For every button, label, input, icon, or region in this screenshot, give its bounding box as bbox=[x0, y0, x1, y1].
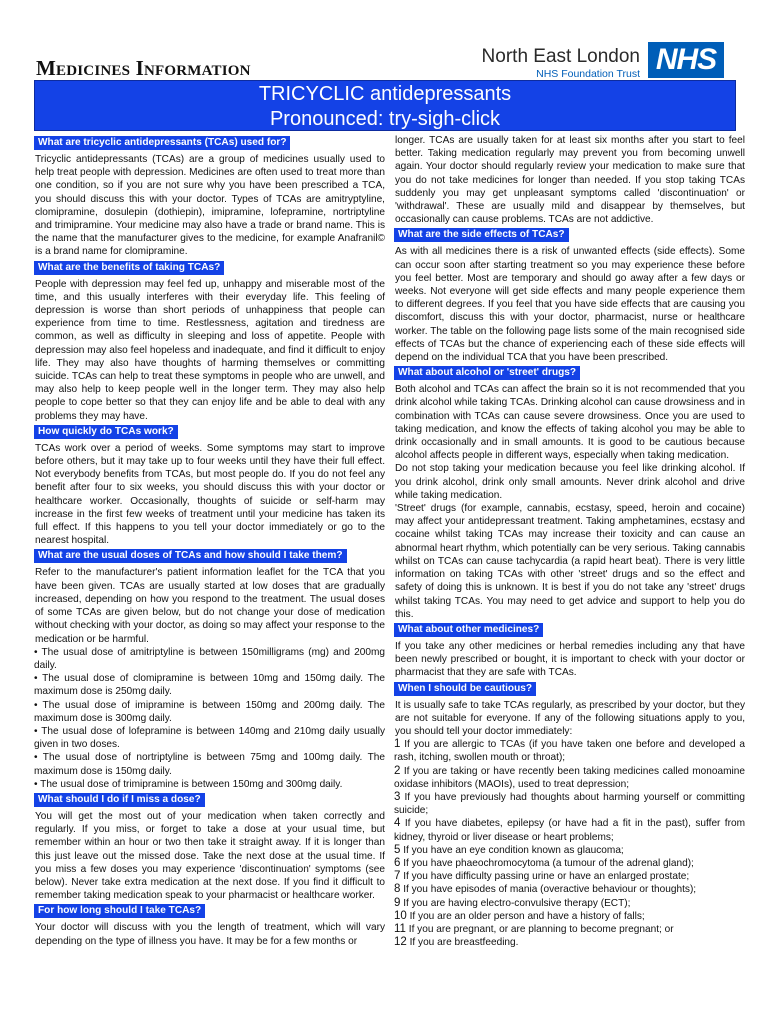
section-text-duration-continued: longer. TCAs are usually taken for at least six months after you start to feel better. Taking medication regularly may prevent you from becoming unwell again. Your doctor should regularly review your medication to make sure that you do not take medicines for longer than needed. If you stop taking TCAs suddenly you may get unpleasant symptoms called 'discontinuation' or 'withdrawal'. These are usually mild and disappear by themselves, but occasionally can cause problems. TCAs are not addictive. bbox=[395, 135, 745, 226]
caution-number: 6 bbox=[394, 856, 401, 869]
section-heading-cautions: When I should be cautious? bbox=[394, 682, 536, 696]
title-banner bbox=[34, 80, 736, 131]
banner-title: TRICYCLIC antidepressants bbox=[258, 83, 512, 105]
section-text-alcohol: Both alcohol and TCAs can affect the brain so it is not recommended that you drink alcohol while taking TCAs. Drinking alcohol can cause drowsiness and in combination with TCAs can cause severe drowsiness. Once you are used to taking medication, and know the effects of taking alcohol you may be able to drink occasionally and in small amounts. It is good to be cautious because alcohol affects people in different ways, especially when taking medication. bbox=[395, 384, 745, 462]
caution-item bbox=[394, 897, 745, 910]
caution-number: 7 bbox=[394, 870, 401, 883]
section-text-street-drugs: 'Street' drugs (for example, cannabis, ecstasy, speed, heroin and cocaine) may affect your antidepressant treatment. Taking amphetamines, ecstasy and cocaine whilst taking TCAs may increase their toxicity and can cause an abnormal heart rhythm, which potentially can be very serious. Taking cannabis whilst on TCAs can cause tachycardia (a rapid heart beat). There is very little information on taking TCAs with other 'street' drugs and so the effect and safety of doing this is unknown. It is best if you do not take any 'street' drugs whilst taking TCAs. You may need to get advice and support to help you do this. bbox=[395, 503, 745, 620]
dose-item: • The usual dose of nortriptyline is between 75mg and 100mg daily. The maximum dose is 150mg daily. bbox=[34, 752, 385, 777]
section-text-cautions: It is usually safe to take TCAs regularly, as prescribed by your doctor, but they are not suitable for everyone. If any of the following situations apply to you, you should tell your doctor immediately: bbox=[395, 699, 745, 737]
banner-pronunciation: Pronounced: try-sigh-click bbox=[269, 108, 501, 130]
caution-item bbox=[394, 870, 745, 883]
dose-item: • The usual dose of lofepramine is between 140mg and 210mg daily usually given in two doses. bbox=[34, 725, 385, 751]
caution-number: 4 bbox=[394, 817, 401, 830]
section-text-uses: Tricyclic antidepressants (TCAs) are a group of medicines usually used to help treat people with depression. Medicines are often used to treat more than one condition, so if you are not sure why you have been prescribed a TCA, you should discuss this with your doctor. Types of TCAs are amitryptyline, clomipramine, dosulepin (dothiepin), imipramine, lofepramine, nortriptyline and trimipramine. Your medicine may also have a trade or brand name. This is the name that the manufacturer gives to the medicine, for example Anafranil© is a brand name for clomipramine. bbox=[35, 154, 385, 258]
caution-item bbox=[394, 857, 745, 870]
caution-item bbox=[394, 844, 745, 857]
logo-trust-name: NHS Foundation Trust bbox=[536, 68, 640, 80]
caution-number: 12 bbox=[394, 936, 407, 949]
section-heading-side-effects: What are the side effects of TCAs? bbox=[394, 228, 569, 242]
right-column bbox=[394, 134, 745, 949]
caution-item bbox=[394, 883, 745, 896]
dose-item: • The usual dose of trimipramine is between 150mg and 300mg daily. bbox=[34, 778, 343, 790]
section-heading-how-quickly: How quickly do TCAs work? bbox=[34, 425, 178, 439]
section-heading-uses: What are tricyclic antidepressants (TCAs) used for? bbox=[34, 136, 290, 150]
caution-item bbox=[394, 910, 745, 923]
caution-item bbox=[394, 923, 745, 936]
caution-text: If you have difficulty passing urine or have an enlarged prostate; bbox=[403, 871, 690, 883]
caution-number: 11 bbox=[394, 922, 406, 935]
caution-item bbox=[394, 738, 745, 764]
section-text-benefits: People with depression may feel fed up, unhappy and miserable most of the time, and this usually interferes with their everyday life. This feeling of depression is worse than short periods of unhappiness that people can experience from time to time. Restlessness, agitation and tiredness are common, as well as difficulty in sleeping and loss of appetite. People with depression may also feel hopeless and inadequate, and find it difficult to enjoy life. They may also have thoughts of harming themselves or committing suicide. TCAs can help to treat these symptoms in people who are unwell, and may also help to keep people well in the longer term. They may also help people to cope better so that they can enjoy life and be able to deal with any problems they may have. bbox=[35, 278, 385, 422]
section-heading-missed-dose: What should I do if I miss a dose? bbox=[34, 793, 205, 807]
document-title: Medicines Information bbox=[36, 56, 251, 80]
logo-org-name: North East London bbox=[481, 46, 640, 67]
section-heading-doses: What are the usual doses of TCAs and how should I take them? bbox=[34, 549, 347, 563]
dose-item: • The usual dose of imipramine is between 150mg and 200mg daily. The maximum dose is 300mg daily. bbox=[34, 699, 385, 724]
caution-item bbox=[394, 791, 745, 817]
caution-text: If you have an eye condition known as glaucoma; bbox=[403, 844, 624, 856]
section-text-duration: Your doctor will discuss with you the length of treatment, which will vary depending on the type of illness you have. It may be for a few months or bbox=[35, 922, 385, 947]
section-text-how-quickly: TCAs work over a period of weeks. Some symptoms may start to improve before others, but it may take up to four weeks until they have their full effect. Not everybody benefits from TCAs, but most people do. If you do not feel any benefit after four to six weeks, you should discuss this with your doctor or healthcare worker. Occasionally, thoughts of suicide or self-harm may increase in the first few weeks of treatment until your medicine has taken its full effect. If this happens to you tell your doctor immediately or go to the nearest hospital. bbox=[35, 442, 385, 547]
section-text-doses: Refer to the manufacturer's patient information leaflet for the TCA that you have been given. TCAs are usually started at low doses that are gradually increased, depending on how you respond to the treatment. The usual doses of some TCAs are given below, but do not change your dose of medication without checking with your doctor, as doing so may affect your response to the medication or be harmful. bbox=[35, 567, 385, 645]
caution-text: If you have previously had thoughts about harming yourself or committing suicide; bbox=[394, 791, 745, 817]
caution-list bbox=[394, 738, 745, 949]
nhs-trust-logo bbox=[481, 42, 748, 82]
caution-item bbox=[394, 765, 745, 791]
caution-number: 9 bbox=[394, 896, 401, 909]
section-text-alcohol-advice: Do not stop taking your medication because you feel like drinking alcohol. If you drink alcohol, drink only small amounts. Never drink alcohol and drive while taking medication. bbox=[395, 463, 745, 501]
caution-number: 10 bbox=[394, 909, 407, 922]
section-text-other-medicines: If you take any other medicines or herbal remedies including any that have been newly prescribed or bought, it is important to check with your doctor or pharmacist that they are safe with TCAs. bbox=[395, 640, 745, 679]
dose-item: • The usual dose of amitriptyline is between 150milligrams (mg) and 200mg daily. bbox=[34, 646, 385, 671]
nhs-logo-icon: NHS bbox=[648, 42, 724, 78]
dose-item: • The usual dose of clomipramine is between 10mg and 150mg daily. The maximum dose is 250mg daily. bbox=[34, 673, 385, 698]
caution-text: If you are having electro-convulsive therapy (ECT); bbox=[403, 897, 631, 909]
caution-number: 5 bbox=[394, 843, 401, 856]
caution-text: If you are allergic to TCAs (if you have taken one before and developed a rash, itching, swollen mouth or throat); bbox=[394, 739, 745, 764]
section-text-missed-dose: You will get the most out of your medication when taken correctly and regularly. If you miss, or forget to take a dose at your usual time, but remember within an hour or two then take it straight away. If it is longer than this just leave out the missed dose. Take the next dose at the usual time. If you miss a few doses you may experience 'discontinuation' symptoms (see below). Never take extra medication at the next dose. If you find it difficult to remember taking medication speak to your pharmacist or healthcare worker. bbox=[35, 810, 385, 902]
section-text-side-effects: As with all medicines there is a risk of unwanted effects (side effects). Some can occur soon after starting treatment so you may experience these before you feel better. Most are temporary and should go away after a few days or weeks. Not everyone will get side effects and many people experience them to different degrees. If you feel that you have side effects that are causing you discomfort, discuss this with your doctor, pharmacist, nurse or healthcare worker. The table on the following page lists some of the main recognised side effects of TCAs but the chance of experiencing each of these side effects will depend on the individual TCA that you have been prescribed. bbox=[395, 246, 745, 364]
section-heading-alcohol-drugs: What about alcohol or 'street' drugs? bbox=[394, 366, 580, 380]
caution-text: If you have episodes of mania (overactive behaviour or thoughts); bbox=[403, 884, 697, 896]
caution-text: If you are pregnant, or are planning to become pregnant; or bbox=[408, 923, 674, 935]
caution-item bbox=[394, 936, 745, 949]
caution-text: If you are breastfeeding. bbox=[409, 937, 519, 949]
caution-number: 1 bbox=[394, 738, 401, 751]
left-column bbox=[34, 134, 385, 948]
caution-text: If you have diabetes, epilepsy (or have had a fit in the past), suffer from kidney, thyroid or liver disease or heart problems; bbox=[394, 818, 745, 843]
caution-text: If you have phaeochromocytoma (a tumour of the adrenal gland); bbox=[403, 857, 694, 869]
caution-text: If you are an older person and have a history of falls; bbox=[409, 910, 645, 922]
caution-number: 3 bbox=[394, 790, 401, 803]
section-heading-duration: For how long should I take TCAs? bbox=[34, 904, 205, 918]
section-heading-benefits: What are the benefits of taking TCAs? bbox=[34, 261, 224, 275]
section-heading-other-medicines: What about other medicines? bbox=[394, 623, 543, 637]
caution-number: 8 bbox=[394, 883, 401, 896]
caution-text: If you are taking or have recently been taking medicines called monoamine oxidase inhibitors (MAOIs), used to treat depression; bbox=[394, 765, 745, 790]
caution-item bbox=[394, 817, 745, 843]
caution-number: 2 bbox=[394, 764, 401, 777]
